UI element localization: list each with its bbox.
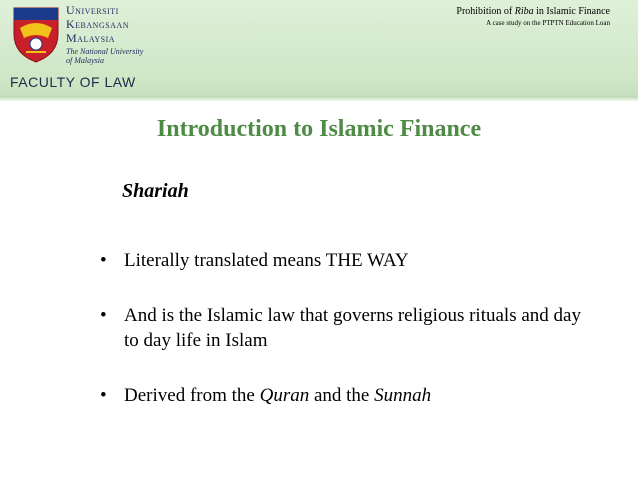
university-name-line3: Malaysia (66, 31, 116, 45)
presentation-title-post: in Islamic Finance (533, 6, 610, 17)
bullet-text: And is the Islamic law that governs religious rituals and day to day life in Islam (124, 305, 581, 351)
university-name-line1: Universiti (66, 3, 119, 17)
bullet-item (100, 383, 600, 408)
bullet-list (100, 248, 600, 438)
slide-title: Introduction to Islamic Finance (156, 116, 482, 142)
university-tagline-line1: The National University (66, 47, 144, 56)
bullet-text: Literally translated means THE WAY (124, 250, 409, 271)
faculty-label: FACULTY OF LAW (10, 74, 136, 90)
bullet-emphasis-sunnah: Sunnah (374, 385, 432, 406)
bullet-item (100, 303, 600, 353)
bullet-text-mid: and the (309, 385, 375, 406)
university-crest-icon (10, 4, 62, 64)
header-band (0, 0, 638, 96)
university-tagline-line2: of Malaysia (66, 56, 104, 65)
presentation-title (456, 6, 610, 17)
slide-subtitle: Shariah (122, 180, 189, 202)
university-wordmark (66, 3, 143, 65)
university-name-line2: Kebangsaan (66, 17, 130, 31)
bullet-text (124, 385, 431, 406)
presentation-header (456, 6, 610, 27)
bullet-dot-icon: • (100, 250, 107, 271)
bullet-emphasis-quran: Quran (259, 385, 310, 406)
bullet-item (100, 248, 600, 273)
bullet-dot-icon: • (100, 305, 107, 326)
presentation-title-pre: Prohibition of (456, 6, 515, 17)
header-divider (0, 96, 638, 102)
presentation-title-emphasis: Riba (514, 6, 534, 17)
bullet-text-pre: Derived from the (124, 385, 260, 406)
presentation-subtitle: A case study on the PTPTN Education Loan (486, 19, 610, 27)
bullet-dot-icon: • (100, 385, 107, 406)
